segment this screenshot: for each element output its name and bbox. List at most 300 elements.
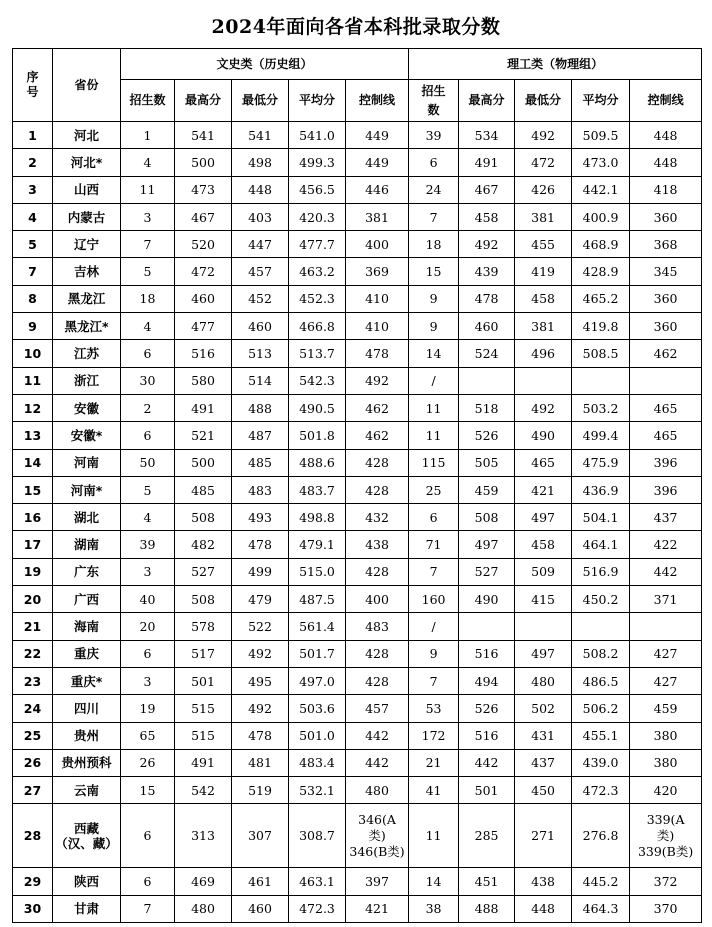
science-max-cell: 490 [459, 586, 515, 613]
arts-control-cell: 462 [346, 422, 409, 449]
arts-min-cell: 513 [232, 340, 289, 367]
header-arts-max: 最高分 [175, 80, 232, 122]
table-row [13, 586, 702, 613]
science-control-cell: 339(A 类) 339(B类) [630, 804, 702, 868]
science-min-cell [515, 613, 572, 640]
table-row [13, 313, 702, 340]
arts-avg-cell: 532.1 [289, 777, 346, 804]
arts-enroll-cell: 19 [121, 695, 175, 722]
science-avg-cell: 508.2 [572, 640, 630, 667]
arts-enroll-cell: 5 [121, 476, 175, 503]
row-index: 15 [13, 476, 53, 503]
arts-min-cell: 493 [232, 504, 289, 531]
table-row [13, 895, 702, 922]
science-enroll-cell: 15 [409, 258, 459, 285]
row-index: 16 [13, 504, 53, 531]
arts-control-cell: 438 [346, 531, 409, 558]
science-enroll-cell: 115 [409, 449, 459, 476]
arts-control-cell: 421 [346, 895, 409, 922]
arts-control-cell: 346(A 类) 346(B类) [346, 804, 409, 868]
arts-control-cell: 428 [346, 476, 409, 503]
arts-min-cell: 461 [232, 868, 289, 895]
arts-max-cell: 313 [175, 804, 232, 868]
arts-avg-cell: 483.4 [289, 749, 346, 776]
science-avg-cell: 464.3 [572, 895, 630, 922]
row-province: 河北* [53, 149, 121, 176]
science-enroll-cell: 25 [409, 476, 459, 503]
arts-enroll-cell: 65 [121, 722, 175, 749]
arts-max-cell: 508 [175, 586, 232, 613]
table-row [13, 504, 702, 531]
table-row [13, 868, 702, 895]
arts-control-cell: 449 [346, 122, 409, 149]
arts-min-cell: 307 [232, 804, 289, 868]
row-index: 21 [13, 613, 53, 640]
science-avg-cell: 445.2 [572, 868, 630, 895]
arts-min-cell: 492 [232, 695, 289, 722]
arts-avg-cell: 561.4 [289, 613, 346, 640]
row-index: 29 [13, 868, 53, 895]
science-max-cell: 459 [459, 476, 515, 503]
science-avg-cell: 439.0 [572, 749, 630, 776]
row-province: 四川 [53, 695, 121, 722]
science-max-cell: 478 [459, 285, 515, 312]
arts-enroll-cell: 1 [121, 122, 175, 149]
header-arts-min: 最低分 [232, 80, 289, 122]
arts-max-cell: 515 [175, 695, 232, 722]
arts-control-cell: 446 [346, 176, 409, 203]
arts-min-cell: 499 [232, 558, 289, 585]
score-table [12, 48, 702, 923]
arts-avg-cell: 483.7 [289, 476, 346, 503]
arts-min-cell: 487 [232, 422, 289, 449]
science-enroll-cell: 38 [409, 895, 459, 922]
arts-avg-cell: 420.3 [289, 203, 346, 230]
arts-enroll-cell: 3 [121, 667, 175, 694]
arts-avg-cell: 487.5 [289, 586, 346, 613]
arts-control-cell: 428 [346, 640, 409, 667]
table-row [13, 777, 702, 804]
arts-max-cell: 527 [175, 558, 232, 585]
arts-max-cell: 460 [175, 285, 232, 312]
arts-min-cell: 479 [232, 586, 289, 613]
row-index: 4 [13, 203, 53, 230]
row-index: 7 [13, 258, 53, 285]
arts-avg-cell: 542.3 [289, 367, 346, 394]
science-min-cell: 421 [515, 476, 572, 503]
header-index: 序 号 [13, 49, 53, 122]
row-province: 河南 [53, 449, 121, 476]
science-min-cell: 419 [515, 258, 572, 285]
science-control-cell: 459 [630, 695, 702, 722]
row-province: 广西 [53, 586, 121, 613]
table-row [13, 122, 702, 149]
row-province: 贵州 [53, 722, 121, 749]
science-min-cell: 497 [515, 504, 572, 531]
science-max-cell [459, 367, 515, 394]
arts-control-cell: 369 [346, 258, 409, 285]
science-avg-cell: 503.2 [572, 394, 630, 421]
table-row [13, 258, 702, 285]
arts-avg-cell: 498.8 [289, 504, 346, 531]
row-index: 2 [13, 149, 53, 176]
row-index: 3 [13, 176, 53, 203]
arts-control-cell: 442 [346, 749, 409, 776]
science-max-cell: 467 [459, 176, 515, 203]
arts-control-cell: 478 [346, 340, 409, 367]
science-min-cell: 450 [515, 777, 572, 804]
row-province: 贵州预科 [53, 749, 121, 776]
arts-enroll-cell: 20 [121, 613, 175, 640]
arts-min-cell: 457 [232, 258, 289, 285]
row-province: 海南 [53, 613, 121, 640]
row-index: 17 [13, 531, 53, 558]
header-science-max: 最高分 [459, 80, 515, 122]
arts-control-cell: 400 [346, 586, 409, 613]
science-enroll-cell: 18 [409, 231, 459, 258]
arts-min-cell: 514 [232, 367, 289, 394]
science-enroll-cell: 7 [409, 203, 459, 230]
arts-avg-cell: 501.8 [289, 422, 346, 449]
row-province: 黑龙江 [53, 285, 121, 312]
arts-enroll-cell: 6 [121, 340, 175, 367]
science-enroll-cell: 41 [409, 777, 459, 804]
arts-avg-cell: 490.5 [289, 394, 346, 421]
arts-enroll-cell: 3 [121, 558, 175, 585]
arts-min-cell: 448 [232, 176, 289, 203]
row-index: 23 [13, 667, 53, 694]
arts-min-cell: 485 [232, 449, 289, 476]
arts-avg-cell: 515.0 [289, 558, 346, 585]
science-enroll-cell: 39 [409, 122, 459, 149]
row-index: 13 [13, 422, 53, 449]
science-control-cell: 422 [630, 531, 702, 558]
arts-avg-cell: 503.6 [289, 695, 346, 722]
arts-control-cell: 428 [346, 558, 409, 585]
table-row [13, 340, 702, 367]
science-avg-cell [572, 613, 630, 640]
arts-control-cell: 410 [346, 313, 409, 340]
row-province: 安徽 [53, 394, 121, 421]
arts-control-cell: 480 [346, 777, 409, 804]
table-row [13, 176, 702, 203]
row-index: 1 [13, 122, 53, 149]
row-index: 26 [13, 749, 53, 776]
table-row [13, 558, 702, 585]
arts-control-cell: 483 [346, 613, 409, 640]
row-index: 14 [13, 449, 53, 476]
science-min-cell: 415 [515, 586, 572, 613]
science-control-cell: 427 [630, 667, 702, 694]
science-min-cell: 509 [515, 558, 572, 585]
arts-control-cell: 428 [346, 667, 409, 694]
science-control-cell: 360 [630, 285, 702, 312]
arts-control-cell: 381 [346, 203, 409, 230]
science-max-cell: 518 [459, 394, 515, 421]
science-max-cell: 508 [459, 504, 515, 531]
arts-min-cell: 478 [232, 722, 289, 749]
science-control-cell: 370 [630, 895, 702, 922]
science-enroll-cell: 172 [409, 722, 459, 749]
science-min-cell: 455 [515, 231, 572, 258]
arts-avg-cell: 472.3 [289, 895, 346, 922]
science-max-cell: 534 [459, 122, 515, 149]
arts-max-cell: 520 [175, 231, 232, 258]
row-province: 西藏 （汉、藏） [53, 804, 121, 868]
table-row [13, 640, 702, 667]
arts-max-cell: 517 [175, 640, 232, 667]
science-min-cell: 492 [515, 122, 572, 149]
science-min-cell: 472 [515, 149, 572, 176]
arts-min-cell: 488 [232, 394, 289, 421]
row-index: 9 [13, 313, 53, 340]
arts-enroll-cell: 6 [121, 640, 175, 667]
table-body [13, 122, 702, 923]
header-science-control: 控制线 [630, 80, 702, 122]
arts-enroll-cell: 4 [121, 504, 175, 531]
science-min-cell: 271 [515, 804, 572, 868]
arts-max-cell: 477 [175, 313, 232, 340]
arts-min-cell: 522 [232, 613, 289, 640]
arts-enroll-cell: 6 [121, 868, 175, 895]
science-enroll-cell: 7 [409, 667, 459, 694]
science-avg-cell: 486.5 [572, 667, 630, 694]
science-avg-cell: 455.1 [572, 722, 630, 749]
science-enroll-cell: 160 [409, 586, 459, 613]
row-index: 19 [13, 558, 53, 585]
science-min-cell: 490 [515, 422, 572, 449]
row-province: 安徽* [53, 422, 121, 449]
table-row [13, 394, 702, 421]
row-province: 内蒙古 [53, 203, 121, 230]
arts-avg-cell: 463.1 [289, 868, 346, 895]
row-province: 河南* [53, 476, 121, 503]
science-min-cell: 381 [515, 313, 572, 340]
science-min-cell: 438 [515, 868, 572, 895]
arts-control-cell: 492 [346, 367, 409, 394]
science-enroll-cell: 6 [409, 504, 459, 531]
science-max-cell: 285 [459, 804, 515, 868]
science-min-cell: 480 [515, 667, 572, 694]
science-min-cell: 492 [515, 394, 572, 421]
arts-control-cell: 457 [346, 695, 409, 722]
science-min-cell [515, 367, 572, 394]
arts-min-cell: 519 [232, 777, 289, 804]
row-province: 河北 [53, 122, 121, 149]
arts-avg-cell: 456.5 [289, 176, 346, 203]
arts-max-cell: 515 [175, 722, 232, 749]
science-enroll-cell: / [409, 367, 459, 394]
science-control-cell: 448 [630, 122, 702, 149]
science-min-cell: 458 [515, 531, 572, 558]
science-max-cell [459, 613, 515, 640]
row-index: 11 [13, 367, 53, 394]
row-province: 云南 [53, 777, 121, 804]
row-index: 27 [13, 777, 53, 804]
science-control-cell: 465 [630, 394, 702, 421]
science-enroll-cell: 9 [409, 285, 459, 312]
science-control-cell: 396 [630, 476, 702, 503]
science-max-cell: 516 [459, 640, 515, 667]
arts-enroll-cell: 40 [121, 586, 175, 613]
science-max-cell: 439 [459, 258, 515, 285]
science-min-cell: 381 [515, 203, 572, 230]
science-avg-cell: 436.9 [572, 476, 630, 503]
science-min-cell: 426 [515, 176, 572, 203]
row-province: 浙江 [53, 367, 121, 394]
science-max-cell: 526 [459, 422, 515, 449]
arts-max-cell: 469 [175, 868, 232, 895]
science-control-cell: 442 [630, 558, 702, 585]
arts-avg-cell: 501.0 [289, 722, 346, 749]
table-row [13, 231, 702, 258]
arts-max-cell: 472 [175, 258, 232, 285]
header-arts-avg: 平均分 [289, 80, 346, 122]
table-row [13, 449, 702, 476]
science-control-cell: 380 [630, 749, 702, 776]
table-row [13, 476, 702, 503]
arts-control-cell: 449 [346, 149, 409, 176]
arts-enroll-cell: 11 [121, 176, 175, 203]
table-row [13, 667, 702, 694]
arts-control-cell: 397 [346, 868, 409, 895]
header-science-enroll: 招生 数 [409, 80, 459, 122]
science-max-cell: 501 [459, 777, 515, 804]
science-control-cell: 360 [630, 203, 702, 230]
arts-min-cell: 460 [232, 895, 289, 922]
science-min-cell: 465 [515, 449, 572, 476]
row-province: 陕西 [53, 868, 121, 895]
row-province: 黑龙江* [53, 313, 121, 340]
table-row [13, 149, 702, 176]
science-avg-cell: 508.5 [572, 340, 630, 367]
science-enroll-cell: 14 [409, 868, 459, 895]
science-avg-cell: 442.1 [572, 176, 630, 203]
arts-avg-cell: 499.3 [289, 149, 346, 176]
arts-min-cell: 452 [232, 285, 289, 312]
science-enroll-cell: 24 [409, 176, 459, 203]
science-enroll-cell: 21 [409, 749, 459, 776]
science-max-cell: 442 [459, 749, 515, 776]
row-index: 20 [13, 586, 53, 613]
arts-avg-cell: 463.2 [289, 258, 346, 285]
table-row [13, 367, 702, 394]
arts-max-cell: 500 [175, 449, 232, 476]
row-index: 8 [13, 285, 53, 312]
science-enroll-cell: 71 [409, 531, 459, 558]
science-avg-cell: 504.1 [572, 504, 630, 531]
science-control-cell: 462 [630, 340, 702, 367]
science-avg-cell: 419.8 [572, 313, 630, 340]
science-enroll-cell: 11 [409, 394, 459, 421]
science-max-cell: 524 [459, 340, 515, 367]
arts-max-cell: 473 [175, 176, 232, 203]
arts-avg-cell: 452.3 [289, 285, 346, 312]
arts-enroll-cell: 6 [121, 804, 175, 868]
row-province: 湖南 [53, 531, 121, 558]
row-index: 24 [13, 695, 53, 722]
science-control-cell: 420 [630, 777, 702, 804]
science-enroll-cell: 9 [409, 640, 459, 667]
arts-max-cell: 578 [175, 613, 232, 640]
arts-min-cell: 495 [232, 667, 289, 694]
arts-min-cell: 492 [232, 640, 289, 667]
arts-max-cell: 541 [175, 122, 232, 149]
science-control-cell: 360 [630, 313, 702, 340]
arts-max-cell: 501 [175, 667, 232, 694]
arts-max-cell: 542 [175, 777, 232, 804]
arts-avg-cell: 308.7 [289, 804, 346, 868]
row-province: 辽宁 [53, 231, 121, 258]
arts-max-cell: 482 [175, 531, 232, 558]
science-max-cell: 491 [459, 149, 515, 176]
science-control-cell: 418 [630, 176, 702, 203]
row-province: 江苏 [53, 340, 121, 367]
science-max-cell: 451 [459, 868, 515, 895]
row-index: 30 [13, 895, 53, 922]
science-min-cell: 458 [515, 285, 572, 312]
row-province: 吉林 [53, 258, 121, 285]
science-control-cell: 380 [630, 722, 702, 749]
arts-enroll-cell: 4 [121, 313, 175, 340]
arts-control-cell: 432 [346, 504, 409, 531]
arts-min-cell: 541 [232, 122, 289, 149]
arts-control-cell: 400 [346, 231, 409, 258]
science-control-cell: 437 [630, 504, 702, 531]
arts-avg-cell: 488.6 [289, 449, 346, 476]
arts-min-cell: 481 [232, 749, 289, 776]
science-max-cell: 458 [459, 203, 515, 230]
science-avg-cell: 475.9 [572, 449, 630, 476]
arts-enroll-cell: 7 [121, 895, 175, 922]
arts-enroll-cell: 15 [121, 777, 175, 804]
science-max-cell: 494 [459, 667, 515, 694]
arts-enroll-cell: 2 [121, 394, 175, 421]
arts-max-cell: 508 [175, 504, 232, 531]
arts-max-cell: 580 [175, 367, 232, 394]
row-index: 12 [13, 394, 53, 421]
arts-enroll-cell: 50 [121, 449, 175, 476]
science-avg-cell: 450.2 [572, 586, 630, 613]
science-control-cell [630, 613, 702, 640]
science-max-cell: 497 [459, 531, 515, 558]
science-min-cell: 496 [515, 340, 572, 367]
row-index: 5 [13, 231, 53, 258]
science-enroll-cell: 9 [409, 313, 459, 340]
arts-enroll-cell: 5 [121, 258, 175, 285]
science-avg-cell: 428.9 [572, 258, 630, 285]
arts-max-cell: 491 [175, 749, 232, 776]
header-arts-control: 控制线 [346, 80, 409, 122]
arts-enroll-cell: 7 [121, 231, 175, 258]
science-avg-cell: 464.1 [572, 531, 630, 558]
arts-enroll-cell: 3 [121, 203, 175, 230]
arts-control-cell: 428 [346, 449, 409, 476]
arts-enroll-cell: 39 [121, 531, 175, 558]
arts-min-cell: 498 [232, 149, 289, 176]
science-avg-cell: 473.0 [572, 149, 630, 176]
science-max-cell: 488 [459, 895, 515, 922]
table-row [13, 203, 702, 230]
science-avg-cell: 499.4 [572, 422, 630, 449]
arts-enroll-cell: 6 [121, 422, 175, 449]
arts-avg-cell: 477.7 [289, 231, 346, 258]
arts-min-cell: 403 [232, 203, 289, 230]
science-enroll-cell: 53 [409, 695, 459, 722]
row-province: 甘肃 [53, 895, 121, 922]
science-enroll-cell: / [409, 613, 459, 640]
arts-enroll-cell: 18 [121, 285, 175, 312]
